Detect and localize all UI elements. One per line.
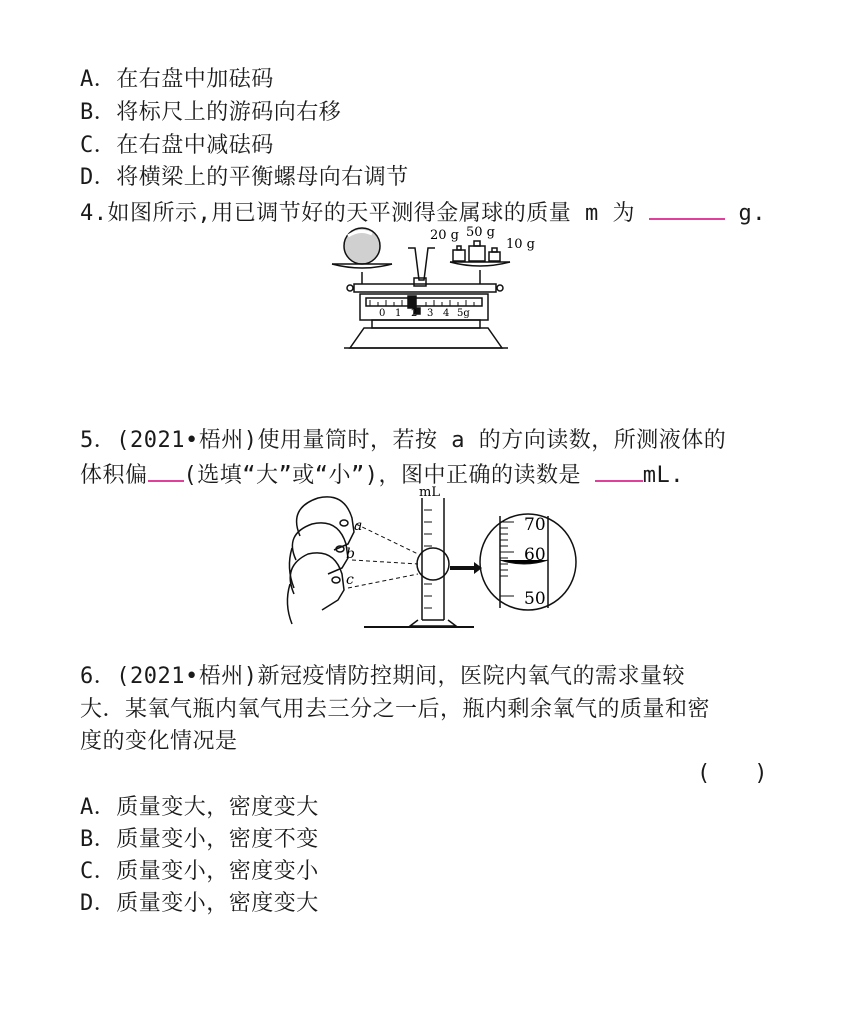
- cylinder-unit-label: mL: [419, 485, 440, 500]
- q3-option-c[interactable]: C．在右盘中减砝码: [80, 133, 274, 158]
- q5-blank-2[interactable]: [595, 458, 643, 482]
- balance-figure: [320, 222, 540, 354]
- scale-label-4: 4: [443, 308, 450, 319]
- head-c: [290, 553, 344, 610]
- weight-label-10g: 10 g: [506, 237, 535, 252]
- q5-text-c: mL.: [642, 463, 684, 488]
- q6-line3: 度的变化情况是: [80, 729, 238, 754]
- eye-label-a: a: [354, 518, 363, 534]
- scale-label-1: 1: [395, 308, 402, 319]
- weight-20g: [453, 250, 465, 261]
- arrow-icon: [450, 562, 482, 574]
- q3-option-b[interactable]: B．将标尺上的游码向右移: [80, 100, 342, 125]
- q3-option-d[interactable]: D．将横梁上的平衡螺母向右调节: [80, 165, 409, 190]
- q6-answer-paren[interactable]: ( ): [697, 761, 768, 786]
- eye-label-b: b: [346, 546, 355, 562]
- magnified-label-60: 60: [524, 545, 546, 565]
- q6-option-a[interactable]: A．质量变大，密度变大: [80, 795, 319, 820]
- q6-option-c[interactable]: C．质量变小，密度变小: [80, 859, 319, 884]
- weight-label-50g: 50 g: [466, 225, 495, 240]
- q5-line1: 5．(2021•梧州)使用量筒时，若按 a 的方向读数，所测液体的: [80, 428, 727, 453]
- eye-label-c: c: [346, 572, 354, 588]
- q4-answer-blank[interactable]: [649, 196, 725, 220]
- q4-text-before: 4.如图所示,用已调节好的天平测得金属球的质量 m 为: [80, 201, 649, 226]
- weight-10g: [489, 252, 500, 261]
- q5-text-a: 体积偏: [80, 463, 148, 488]
- q6-option-b[interactable]: B．质量变小，密度不变: [80, 827, 319, 852]
- q6-line1: 6．(2021•梧州)新冠疫情防控期间，医院内氧气的需求量较: [80, 664, 685, 689]
- scale-label-3: 3: [427, 308, 434, 319]
- q3-option-a[interactable]: A．在右盘中加砝码: [80, 67, 274, 92]
- q5-blank-1[interactable]: [148, 458, 184, 482]
- q6-option-d[interactable]: D．质量变小，密度变大: [80, 891, 319, 916]
- scale-label-5g: 5g: [457, 308, 470, 319]
- magnified-label-50: 50: [524, 589, 546, 609]
- magnified-label-70: 70: [524, 515, 546, 535]
- cylinder-figure: [278, 485, 578, 633]
- q5-text-b: (选填“大”或“小”)，图中正确的读数是: [183, 463, 595, 488]
- q6-line2: 大．某氧气瓶内氧气用去三分之一后，瓶内剩余氧气的质量和密: [80, 697, 711, 722]
- weight-label-20g: 20 g: [430, 228, 459, 243]
- weight-50g: [469, 246, 485, 261]
- q5-line2: [80, 458, 684, 492]
- scale-label-2: 2: [411, 308, 418, 319]
- scale-label-0: 0: [379, 308, 386, 319]
- q4-text-after: g.: [724, 201, 766, 226]
